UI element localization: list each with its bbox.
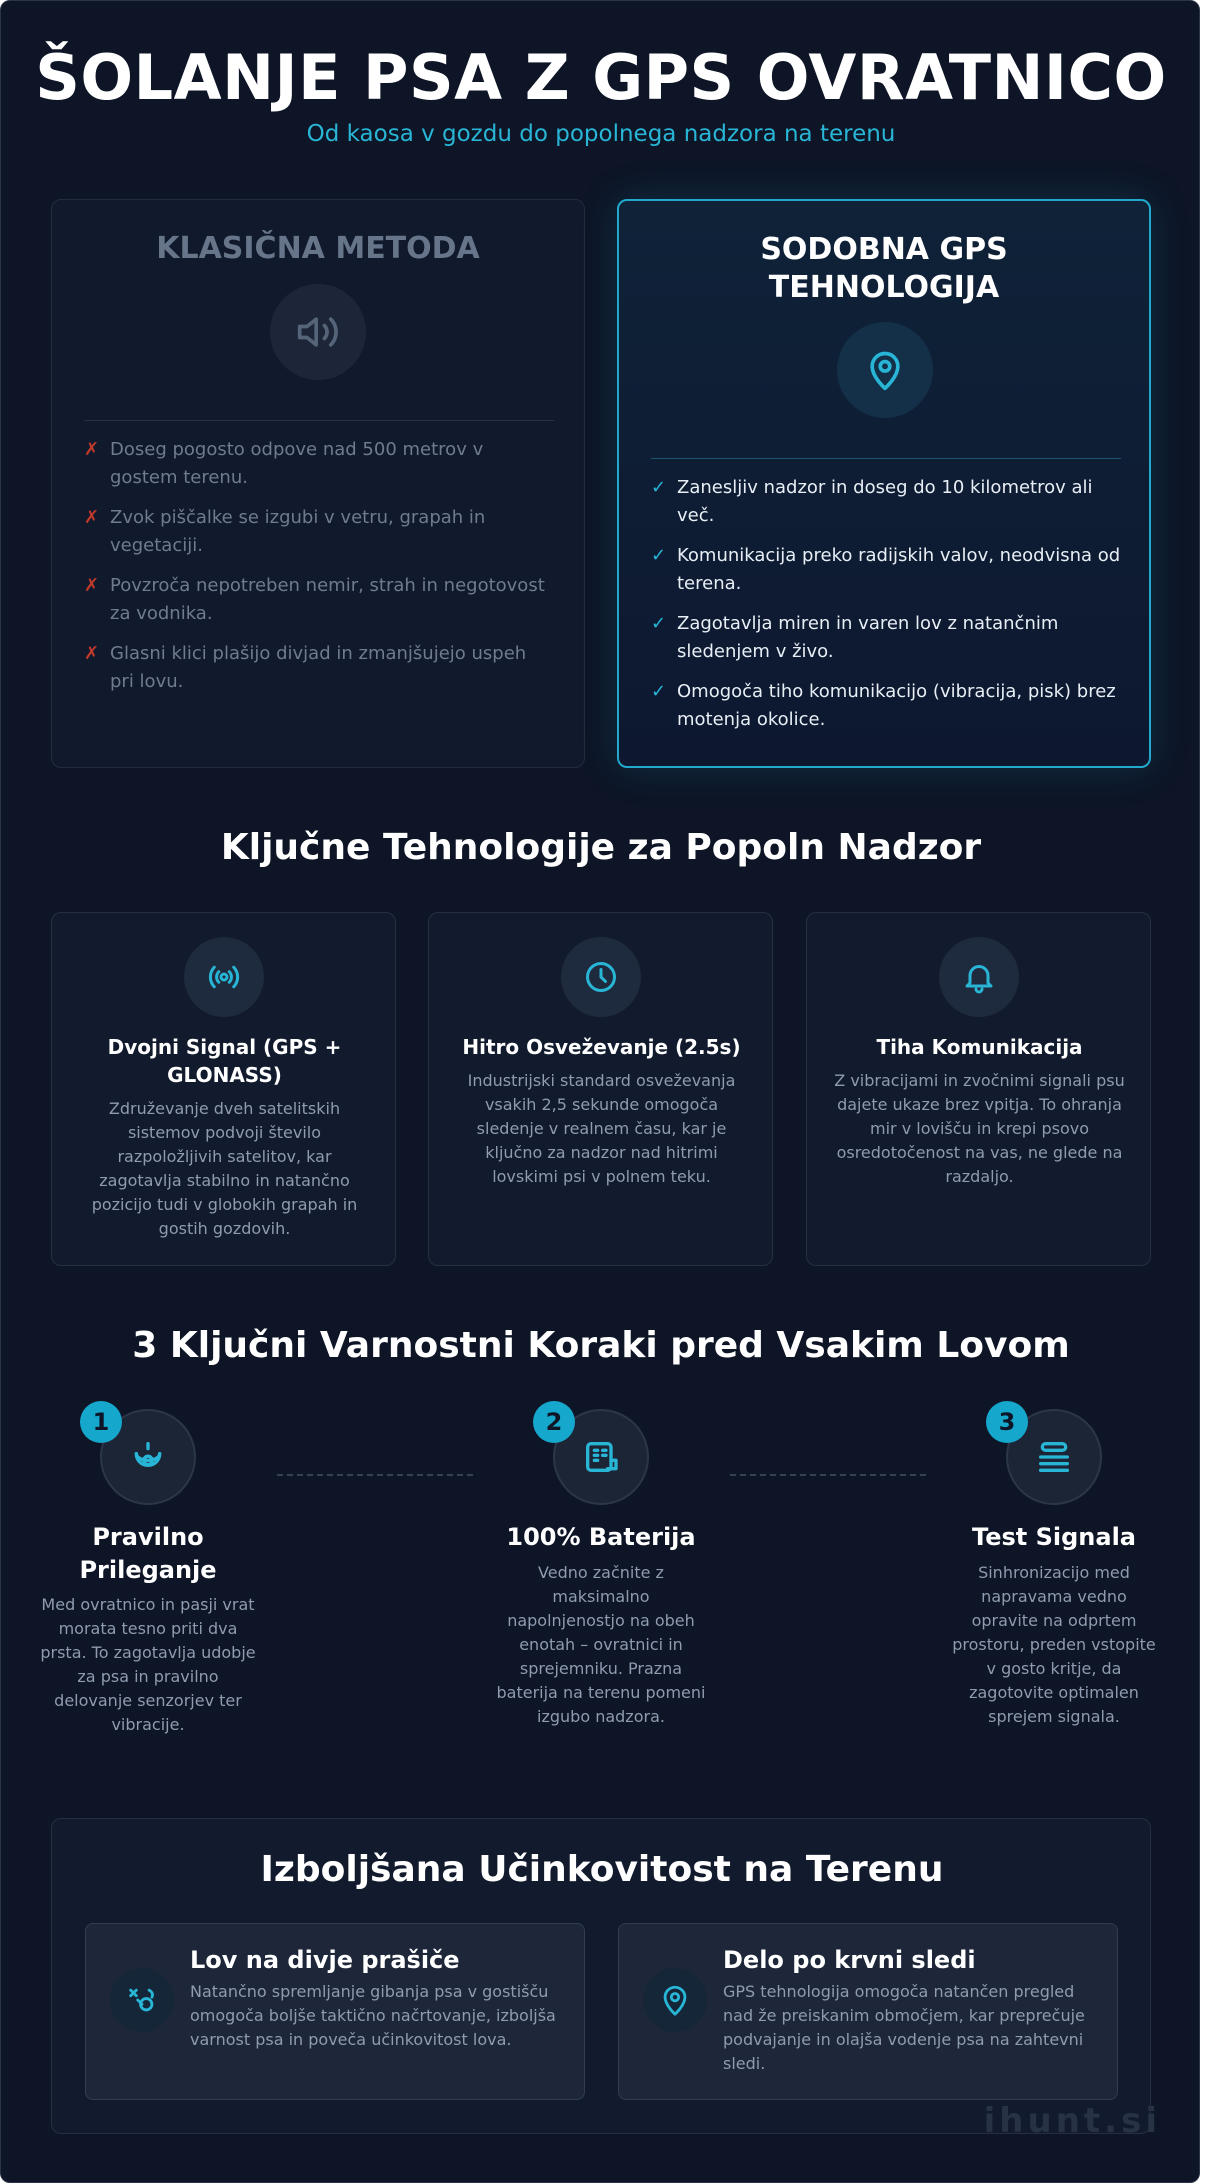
tech-card-fast-refresh [428,912,773,1266]
list-item: ✗ Doseg pogosto odpove nad 500 metrov v gostem terenu. [84,436,554,492]
step-title: Pravilno Prileganje [79,1523,217,1584]
bell-icon [939,937,1019,1017]
step-connector [277,1474,473,1476]
step-title: Test Signala [972,1523,1136,1551]
check-icon: ✓ [651,613,667,634]
check-icon: ✓ [651,681,667,702]
modern-list [651,474,1121,746]
speaker-icon [270,284,366,380]
list-item: ✓ Omogoča tiho komunikacijo (vibracija, pisk) brez motenja okolice. [651,678,1121,734]
step-title: 100% Baterija [506,1523,696,1551]
tech-card-title: Dvojni Signal (GPS + GLONASS) [107,1035,342,1087]
tech-card-title: Hitro Osveževanje (2.5s) [462,1035,741,1059]
list-item: ✓ Komunikacija preko radijskih valov, neodvisna od terena. [651,542,1121,598]
modern-gps-title: SODOBNA GPS TEHNOLOGIJA [760,232,1008,305]
list-item: ✗ Povzroča nepotreben nemir, strah in negotovost za vodnika. [84,572,554,628]
clock-icon [561,937,641,1017]
tech-card-dual-signal [51,912,396,1266]
check-icon: ✓ [651,545,667,566]
list-item: ✓ Zagotavlja miren in varen lov z natančnim sledenjem v živo. [651,610,1121,666]
cross-icon: ✗ [84,643,100,664]
efficiency-card-boar-hunt [85,1923,585,2100]
step-number-badge: 2 [533,1401,575,1443]
list-item: ✗ Glasni klici plašijo divjad in zmanjšujejo uspeh pri lovu. [84,640,554,696]
step-number-badge: 1 [80,1401,122,1443]
check-icon: ✓ [651,477,667,498]
step-desc: Sinhronizacijo med napravama vedno opravite na odprtem prostoru, preden vstopite v gosto kritje, da zagotovite optimalen sprejem signala. [952,1563,1156,1726]
efficiency-card-blood-trail [618,1923,1118,2100]
efficiency-title: Izboljšana Učinkovitost na Terenu [260,1849,944,1890]
modern-divider [651,458,1121,459]
efficiency-card-desc: Natančno spremljanje gibanja psa v gostišču omogoča boljše taktično načrtovanje, izboljša varnost psa in poveča učinkovitost lova. [190,1982,556,2049]
modern-gps-card [617,199,1151,768]
list-item: ✓ Zanesljiv nadzor in doseg do 10 kilometrov ali več. [651,474,1121,530]
efficiency-card-title: Delo po krvni sledi [723,1946,976,1974]
technologies-title: Ključne Tehnologije za Popoln Nadzor [220,827,982,868]
cross-icon: ✗ [84,575,100,596]
step-desc: Vedno začnite z maksimalno napolnjenostjo na obeh enotah – ovratnici in sprejemniku. Prazna baterija na terenu pomeni izgubo nadzora. [496,1563,706,1726]
efficiency-section [51,1818,1151,2134]
tech-card-desc: Z vibracijami in zvočnimi signali psu dajete ukaze brez vpitja. To ohranja mir v lovišču in krepi psovo osredotočenost na vas, ne glede na razdaljo. [834,1071,1125,1186]
tech-card-desc: Industrijski standard osveževanja vsakih 2,5 sekunde omogoča sledenje v realnem času, kar je ključno za nadzor nad hitrimi lovskimi psi v polnem teku. [467,1071,736,1186]
step-connector [730,1474,926,1476]
step-number-badge: 3 [986,1401,1028,1443]
broadcast-signal-icon [184,937,264,1017]
classic-method-card [51,199,585,768]
location-pin-icon [837,322,933,418]
efficiency-card-desc: GPS tehnologija omogoča natančen pregled nad že preiskanim območjem, kar preprečuje podvajanje in olajša vodenje psa na zahtevni sledi. [723,1982,1085,2073]
boar-track-icon [110,1968,174,2032]
page-title: ŠOLANJE PSA Z GPS OVRATNICO [35,41,1167,114]
steps-title: 3 Ključni Varnostni Koraki pred Vsakim Lovom [132,1325,1070,1366]
step-desc: Med ovratnico in pasji vrat morata tesno priti dva prsta. To zagotavlja udobje za psa in pravilno delovanje senzorjev ter vibracije. [40,1595,256,1734]
tech-card-desc: Združevanje dveh satelitskih sistemov podvoji število razpoložljivih satelitov, kar zagotavlja stabilno in natančno pozicijo tudi v globokih grapah in gostih gozdovih. [91,1099,358,1238]
cross-icon: ✗ [84,507,100,528]
location-pin-icon [643,1968,707,2032]
tech-card-title: Tiha Komunikacija [876,1035,1083,1059]
tech-card-silent-communication [806,912,1151,1266]
classic-method-title: KLASIČNA METODA [156,231,480,266]
page-subtitle: Od kaosa v gozdu do popolnega nadzora na terenu [306,121,896,147]
efficiency-card-title: Lov na divje prašiče [190,1946,460,1974]
classic-divider [84,420,554,421]
list-item: ✗ Zvok piščalke se izgubi v vetru, grapah in vegetaciji. [84,504,554,560]
classic-list [84,436,554,708]
watermark: ihunt.si [983,2101,1161,2141]
cross-icon: ✗ [84,439,100,460]
